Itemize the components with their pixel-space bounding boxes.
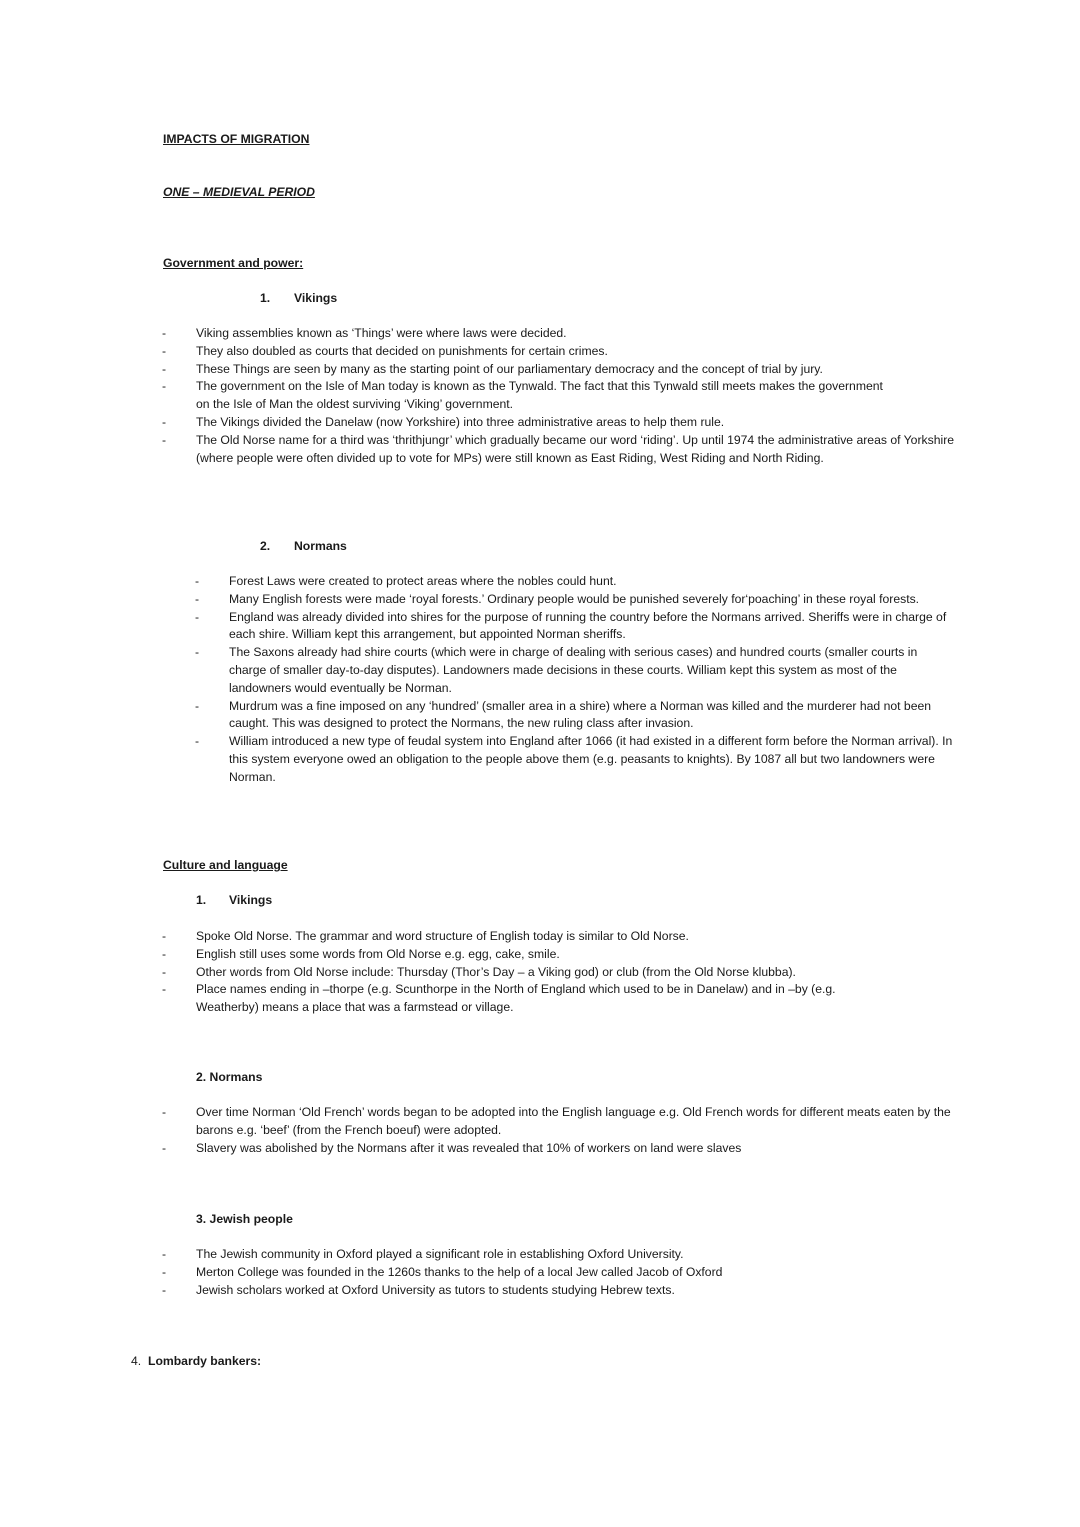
culture-jewish-label: 3. Jewish people [196,1212,293,1226]
bullet-text: They also doubled as courts that decided on punishments for certain crimes. [196,343,608,358]
bullet-dash: - [162,1247,167,1261]
culture-vikings-list [162,928,956,1017]
gov-vikings-label: Vikings [294,291,338,305]
bullet-text: William introduced a new type of feudal system into England after 1066 (it had existed in a different form before the Norman arrival). In this system everyone owed an obligation to the people above them (e.g. peasants to knights). By 1087 all but two landowners were Norman. [229,734,953,784]
culture-vikings-label: Vikings [229,893,273,907]
bullet-text: The Jewish community in Oxford played a significant role in establishing Oxford University. [196,1247,684,1261]
list-item [162,928,956,946]
bullet-dash: - [162,414,167,429]
bullet-text: The Vikings divided the Danelaw (now Yorkshire) into three administrative areas to help them rule. [196,414,725,429]
list-item [195,644,954,697]
bullet-dash: - [195,609,200,624]
list-item [162,964,956,982]
bullet-dash: - [162,1282,167,1297]
bullet-dash: - [162,982,167,997]
bullet-dash: - [195,734,200,749]
bullet-dash: - [195,698,200,713]
list-item [162,343,956,361]
bullet-dash: - [162,379,167,394]
period-subtitle: ONE – MEDIEVAL PERIOD [163,185,315,199]
bullet-dash: - [162,326,167,340]
gov-vikings-number: 1. [260,291,271,305]
bullet-text: Viking assemblies known as ‘Things’ were where laws were decided. [196,326,567,340]
list-item [195,698,954,734]
gov-normans-list [195,573,954,787]
list-item [195,573,954,591]
lombardy-heading: Lombardy bankers: [148,1354,262,1368]
government-heading: Government and power: [163,256,304,270]
list-item [162,378,886,414]
bullet-dash: - [195,574,200,588]
culture-vikings-number: 1. [196,893,207,907]
list-item [162,432,956,468]
bullet-text: Slavery was abolished by the Normans after it was revealed that 10% of workers on land were slaves [196,1140,742,1155]
bullet-text: England was already divided into shires for the purpose of running the country before the Normans arrived. Sheriffs were in charge of each shire. William kept this arrangement, but appointed Norman sheriffs. [229,609,947,642]
list-item [162,1282,956,1300]
bullet-dash: - [162,1264,167,1279]
page-title: IMPACTS OF MIGRATION [163,132,310,146]
bullet-text: Spoke Old Norse. The grammar and word structure of English today is similar to Old Norse. [196,929,689,943]
lombardy-number: 4. [131,1354,142,1368]
bullet-text: Other words from Old Norse include: Thursday (Thor’s Day – a Viking god) or club (from the Old Norse klubba). [196,964,796,979]
list-item [162,1140,956,1158]
bullet-dash: - [162,1140,167,1155]
bullet-text: Merton College was founded in the 1260s thanks to the help of a local Jew called Jacob of Oxford [196,1264,723,1279]
culture-normans-list [162,1104,956,1157]
bullet-text: The government on the Isle of Man today is known as the Tynwald. The fact that this Tynwald still meets makes the government on the Isle of Man the oldest surviving ‘Viking’ government. [196,379,883,412]
gov-vikings-list [162,325,956,467]
gov-normans-number: 2. [260,539,271,553]
list-item [195,733,954,786]
bullet-dash: - [162,929,167,943]
list-item [162,946,956,964]
list-item [162,1246,956,1264]
list-item [162,361,956,379]
bullet-dash: - [195,645,200,660]
bullet-dash: - [162,343,167,358]
bullet-dash: - [162,361,167,376]
bullet-text: The Old Norse name for a third was ‘thrithjungr’ which gradually became our word ‘riding’. Up until 1974 the administrative areas of Yorkshire (where people were often divided up to vote for MPs) were still known as East Riding, West Riding and North Riding. [196,432,955,465]
culture-jewish-list [162,1246,956,1299]
bullet-text: English still uses some words from Old Norse e.g. egg, cake, smile. [196,946,560,961]
list-item [162,414,956,432]
list-item [195,609,954,645]
list-item [162,981,901,1017]
bullet-dash: - [195,591,200,606]
list-item [162,1104,956,1140]
bullet-text: Murdrum was a fine imposed on any ‘hundred’ (smaller area in a shire) where a Norman was killed and the murderer had not been caught. This was designed to protect the Normans, the new ruling class after invasion. [229,698,932,731]
bullet-dash: - [162,964,167,979]
bullet-text: The Saxons already had shire courts (which were in charge of dealing with serious cases) and hundred courts (smaller courts in charge of smaller day-to-day disputes). Landowners made decisions in these courts. William kept this system as most of the landowners would eventually be Norman. [229,645,918,695]
culture-heading: Culture and language [163,858,288,872]
list-item [195,591,954,609]
bullet-dash: - [162,1105,167,1119]
list-item [162,1264,956,1282]
bullet-dash: - [162,432,167,447]
bullet-text: Place names ending in –thorpe (e.g. Scunthorpe in the North of England which used to be in Danelaw) and in –by (e.g. Weatherby) means a place that was a farmstead or village. [196,982,836,1015]
bullet-text: Jewish scholars worked at Oxford University as tutors to students studying Hebrew texts. [196,1282,675,1297]
bullet-text: Many English forests were made ‘royal forests.’ Ordinary people would be punished severely for‘poaching’ in these royal forests. [229,591,920,606]
bullet-dash: - [162,946,167,961]
bullet-text: These Things are seen by many as the starting point of our parliamentary democracy and the concept of trial by jury. [196,361,823,376]
list-item [162,325,956,343]
gov-normans-label: Normans [294,539,347,553]
bullet-text: Forest Laws were created to protect areas where the nobles could hunt. [229,574,617,588]
bullet-text: Over time Norman ‘Old French’ words began to be adopted into the English language e.g. Old French words for different meats eaten by the barons e.g. ‘beef’ (from the French boeuf) were adopted. [196,1105,951,1137]
culture-normans-label: 2. Normans [196,1070,263,1084]
